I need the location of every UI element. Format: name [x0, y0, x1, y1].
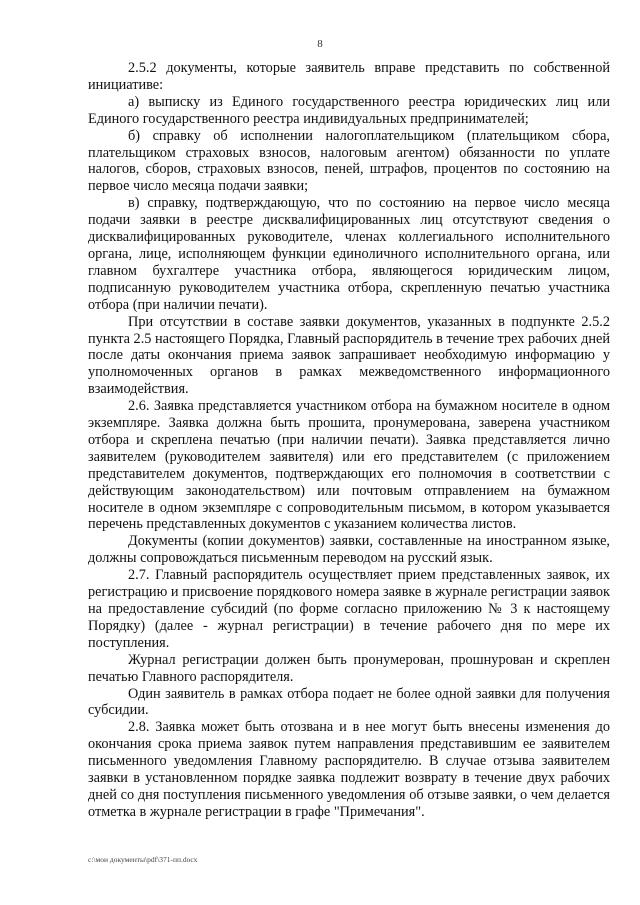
paragraph-one-application: Один заявитель в рамках отбора подает не более одной заявки для получения субсидии.: [88, 685, 610, 719]
paragraph-absence-of-documents: При отсутствии в составе заявки документов, указанных в подпункте 2.5.2 пункта 2.5 настоящего Порядка, Главный распорядитель в течение трех рабочих дней после даты окончания приема заявок запрашивает необходимую информацию у уполномоченных органов в рамках межведомственного информационного взаимодействия.: [88, 313, 610, 398]
paragraph-2-6: 2.6. Заявка представляется участником отбора на бумажном носителе в одном экземпляре. Заявка должна быть прошита, пронумерована, заверена участником отбора и скреплена печатью (при наличии печати). Заявка представляется лично заявителем (руководителем заявителя) или его представителем (с приложением представителем документов, подтверждающих его полномочия в соответствии с действующим законодательством) или почтовым отправлением на бумажном носителе в одном экземпляре с сопроводительным письмом, в котором указывается перечень представленных документов с указанием количества листов.: [88, 398, 610, 533]
paragraph-journal-registration: Журнал регистрации должен быть пронумерован, прошнурован и скреплен печатью Главного распорядителя.: [88, 651, 610, 685]
document-body: [88, 60, 610, 821]
paragraph-foreign-language: Документы (копии документов) заявки, составленные на иностранном языке, должны сопровождаться письменным переводом на русский язык.: [88, 533, 610, 567]
paragraph-2-8: 2.8. Заявка может быть отозвана и в нее могут быть внесены изменения до окончания срока приема заявок путем направления представившим ее заявителем письменного уведомления Главному распорядителю. В случае отзыва заявителем заявки в установленном порядке заявка подлежит возврату в течение двух рабочих дней со дня поступления письменного уведомления об отзыве заявки, о чем делается отметка в журнале регистрации в графе "Примечания".: [88, 719, 610, 820]
footer-file-path: c:\мои документы\pdf\371-пп.docx: [88, 855, 198, 864]
paragraph-item-b: б) справку об исполнении налогоплательщиком (плательщиком сбора, плательщиком страховых взносов, налоговым агентом) обязанности по уплате налогов, сборов, страховых взносов, пеней, штрафов, процентов по состоянию на первое число месяца подачи заявки;: [88, 127, 610, 195]
paragraph-2-5-2: 2.5.2 документы, которые заявитель вправе представить по собственной инициативе:: [88, 60, 610, 93]
paragraph-2-7: 2.7. Главный распорядитель осуществляет прием представленных заявок, их регистрацию и присвоение порядкового номера заявке в журнале регистрации заявок на предоставление субсидий (по форме согласно приложению № 3 к настоящему Порядку) (далее - журнал регистрации) в течение рабочего дня по мере их поступления.: [88, 567, 610, 651]
paragraph-item-v: в) справку, подтверждающую, что по состоянию на первое число месяца подачи заявки в реестре дисквалифицированных лиц отсутствуют сведения о дисквалифицированных руководителе, членах коллегиального исполнительного органа, лице, исполняющем функции единоличного исполнительного органа, или главном бухгалтере участника отбора, являющегося юридическим лицом, подписанную руководителем участника отбора, скрепленную печатью участника отбора (при наличии печати).: [88, 195, 610, 313]
page-number: 8: [317, 38, 323, 50]
paragraph-item-a: а) выписку из Единого государственного реестра юридических лиц или Единого государственного реестра индивидуальных предпринимателей;: [88, 93, 610, 127]
